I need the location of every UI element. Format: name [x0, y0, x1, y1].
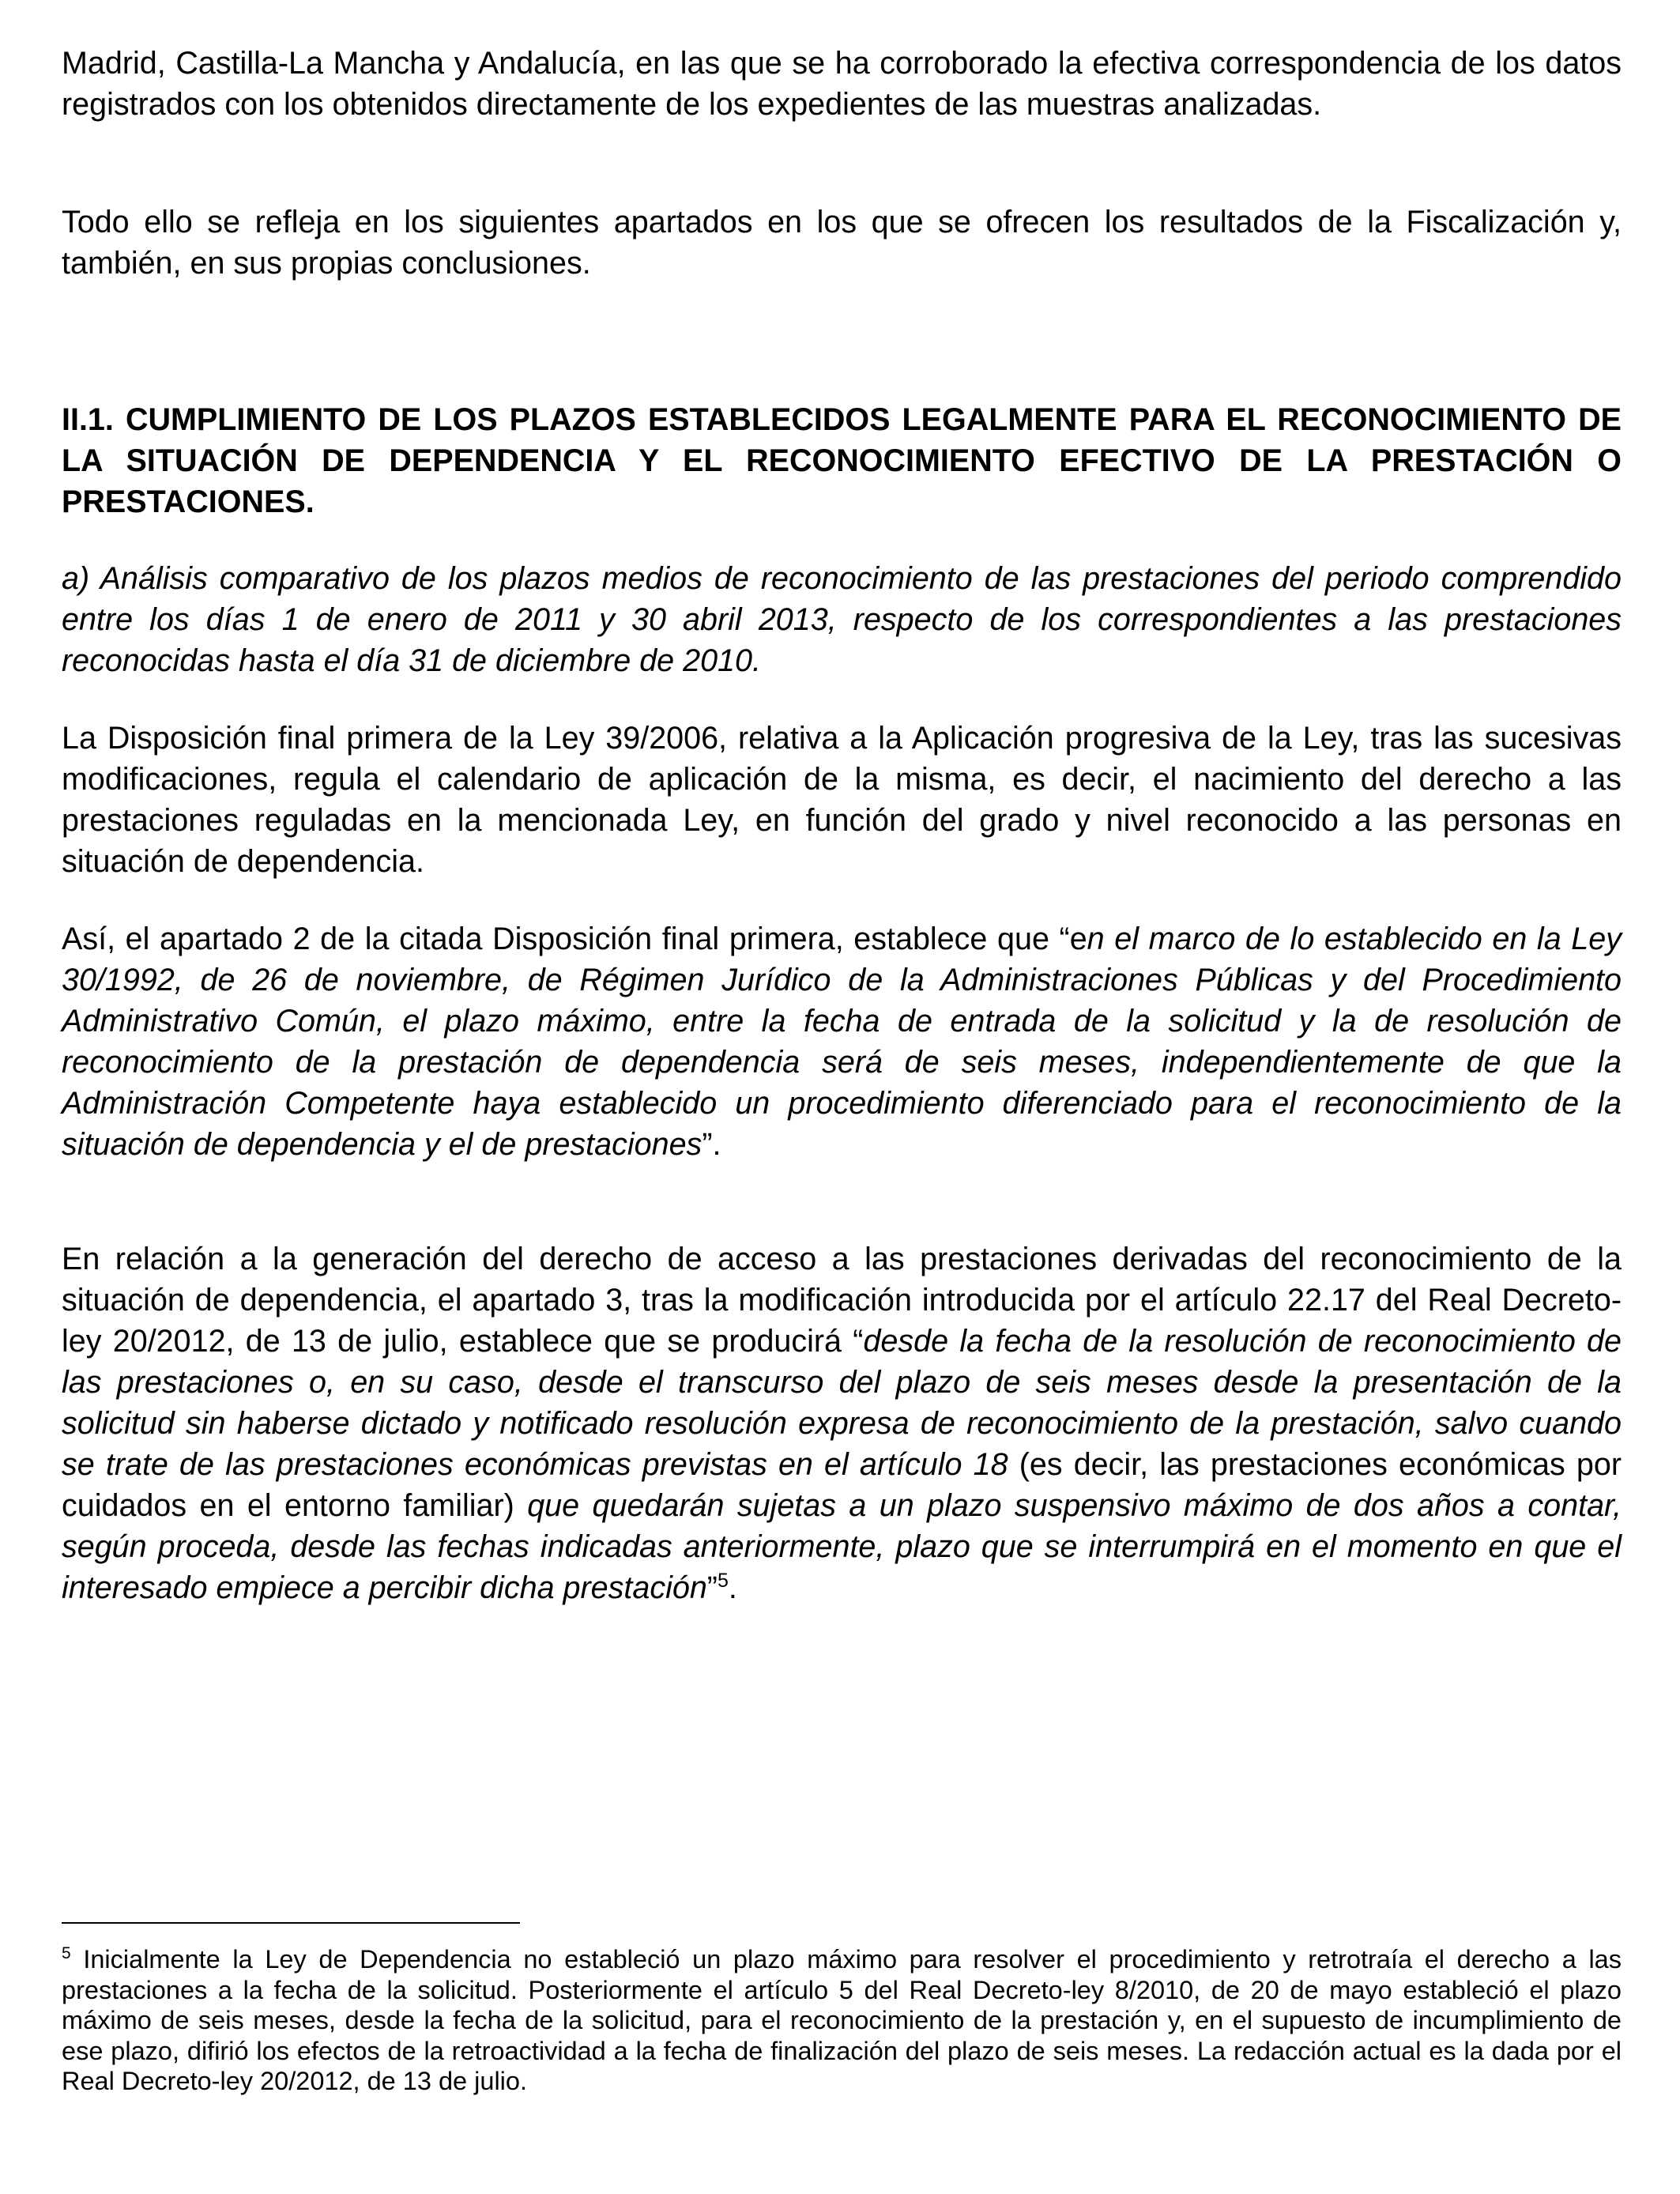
footnote-5: [62, 1944, 1622, 2097]
footnote-separator: [62, 1922, 520, 1924]
paragraph-summary: Todo ello se refleja en los siguientes apartados en los que se ofrecen los resultados de la Fiscalización y, también, en sus propias conclusiones.: [62, 205, 1622, 281]
apartado-2-lead: Así, el apartado 2 de la citada Disposición final primera, establece que “e: [62, 922, 1087, 956]
paragraph-disposicion-final: La Disposición final primera de la Ley 39/2006, relativa a la Aplicación progresiva de la Ley, tras las sucesivas modificaciones, regula el calendario de aplicación de la misma, es decir, el nacimiento del derecho a las prestaciones reguladas en la mencionada Ley, en función del grado y nivel reconocido a las personas en situación de dependencia.: [62, 721, 1622, 879]
subsection-heading-a: a) Análisis comparativo de los plazos medios de reconocimiento de las prestaciones del periodo comprendido entre los días 1 de enero de 2011 y 30 abril 2013, respecto de los correspondientes a las prestaciones reconocidas hasta el día 31 de diciembre de 2010.: [62, 561, 1622, 678]
paragraph-apartado-3: [62, 1238, 1622, 1608]
footnote-reference-5[interactable]: 5: [717, 1569, 729, 1592]
section-heading-ii-1: II.1. CUMPLIMIENTO DE LOS PLAZOS ESTABLECIDOS LEGALMENTE PARA EL RECONOCIMIENTO DE LA SITUACIÓN DE DEPENDENCIA Y EL RECONOCIMIENTO EFECTIVO DE LA PRESTACIÓN O PRESTACIONES.: [62, 402, 1622, 519]
apartado-3-quote-2: que quedarán sujetas a un plazo suspensivo máximo de dos años a contar, según proceda, desde las fechas indicadas anteriormente, plazo que se interrumpirá en el momento en que el interesado empiece a percibir dicha prestación: [62, 1488, 1622, 1605]
apartado-3-middle: (es decir, las prestaciones económicas por cuidados en el entorno familiar): [62, 1447, 1622, 1523]
paragraph-apartado-2: [62, 918, 1622, 1165]
footnote-text: Inicialmente la Ley de Dependencia no estableció un plazo máximo para resolver el procedimiento y retrotraía el derecho a las prestaciones a la fecha de la solicitud. Posteriormente el artículo 5 del Real Decreto-ley 8/2010, de 20 de mayo estableció el plazo máximo de seis meses, desde la fecha de la solicitud, para el reconocimiento de la prestación y, en el supuesto de incumplimiento de ese plazo, difirió los efectos de la retroactividad a la fecha de finalización del plazo de seis meses. La redacción actual es la dada por el Real Decreto-ley 20/2012, de 13 de julio.: [62, 1945, 1622, 2095]
apartado-3-end: .: [728, 1570, 737, 1605]
apartado-3-quote-1: desde la fecha de la resolución de reconocimiento de las prestaciones o, en su caso, desde el transcurso del plazo de seis meses desde la presentación de la solicitud sin haberse dictado y notificado resolución expresa de reconocimiento de la prestación, salvo cuando se trate de las prestaciones económicas previstas en el artículo 18: [62, 1324, 1622, 1482]
apartado-2-quote: n el marco de lo establecido en la Ley 30/1992, de 26 de noviembre, de Régimen Jurídico de la Administraciones Públicas y del Procedimiento Administrativo Común, el plazo máximo, entre la fecha de entrada de la solicitud y la de resolución de reconocimiento de la prestación de dependencia será de seis meses, independientemente de que la Administración Competente haya establecido un procedimiento diferenciado para el reconocimiento de la situación de dependencia y el de prestaciones: [62, 922, 1622, 1162]
footnote-number: 5: [62, 1944, 71, 1963]
document-page: [62, 0, 1622, 2194]
apartado-3-close-quote: ”: [706, 1570, 718, 1605]
apartado-2-tail: ”.: [702, 1127, 721, 1162]
paragraph-intro-continued: Madrid, Castilla-La Mancha y Andalucía, en las que se ha corroborado la efectiva correspondencia de los datos registrados con los obtenidos directamente de los expedientes de las muestras analizadas.: [62, 46, 1622, 122]
apartado-3-lead: En relación a la generación del derecho de acceso a las prestaciones derivadas del reconocimiento de la situación de dependencia, el apartado 3, tras la modificación introducida por el artículo 22.17 del Real Decreto-ley 20/2012, de 13 de julio, establece que se producirá “: [62, 1242, 1622, 1359]
